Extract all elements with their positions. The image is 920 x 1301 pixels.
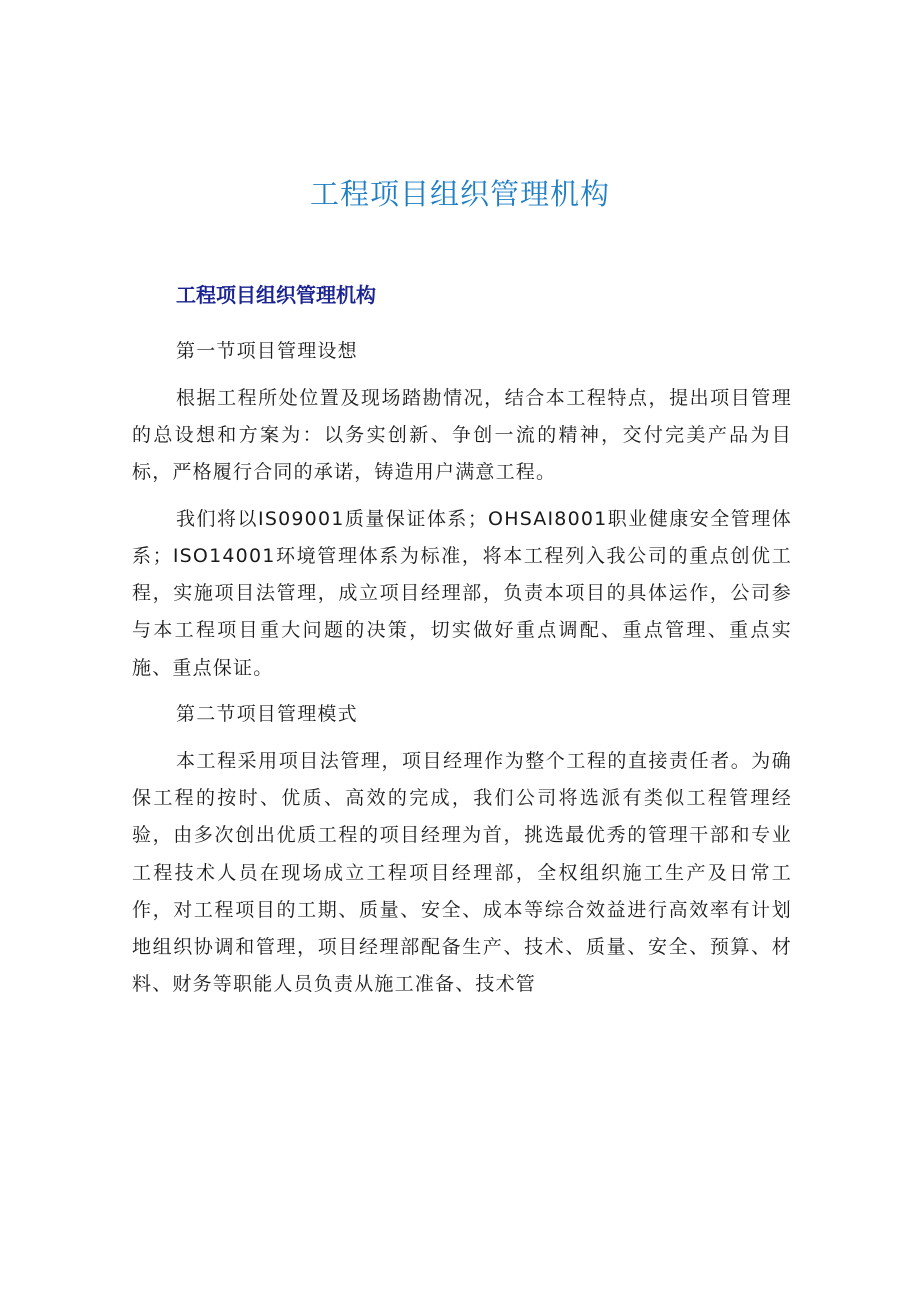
section-2-heading: 第二节项目管理模式 xyxy=(176,703,358,726)
section-2-paragraph-1: 本工程采用项目法管理，项目经理作为整个工程的直接责任者。为确保工程的按时、优质、高效的完成，我们公司将选派有类似工程管理经验，由多次创出优质工程的项目经理为首，挑选最优秀的管理干部和专业工程技术人员在现场成立工程项目经理部，全权组织施工生产及日常工作，对工程项目的工期、质量、安全、成本等综合效益进行高效率有计划地组织协调和管理，项目经理部配备生产、技术、质量、安全、预算、材料、财务等职能人员负责从施工准备、技术管 xyxy=(132,750,792,996)
document-body xyxy=(132,333,792,1013)
section-1-heading: 第一节项目管理设想 xyxy=(176,340,358,362)
section-heading: 工程项目组织管理机构 xyxy=(176,283,376,307)
section-1-paragraph-1: 根据工程所处位置及现场踏勘情况，结合本工程特点，提出项目管理的总设想和方案为：以务实创新、争创一流的精神，交付完美产品为目标，严格履行合同的承诺，铸造用户满意工程。 xyxy=(132,386,792,484)
section-1-paragraph-2: 我们将以IS09001质量保证体系；OHSAI8001职业健康安全管理体系；ISO14001环境管理体系为标准，将本工程列入我公司的重点创优工程，实施项目法管理，成立项目经理部，负责本项目的具体运作，公司参与本工程项目重大问题的决策，切实做好重点调配、重点管理、重点实施、重点保证。 xyxy=(132,507,792,679)
document-title: 工程项目组织管理机构 xyxy=(309,177,610,211)
